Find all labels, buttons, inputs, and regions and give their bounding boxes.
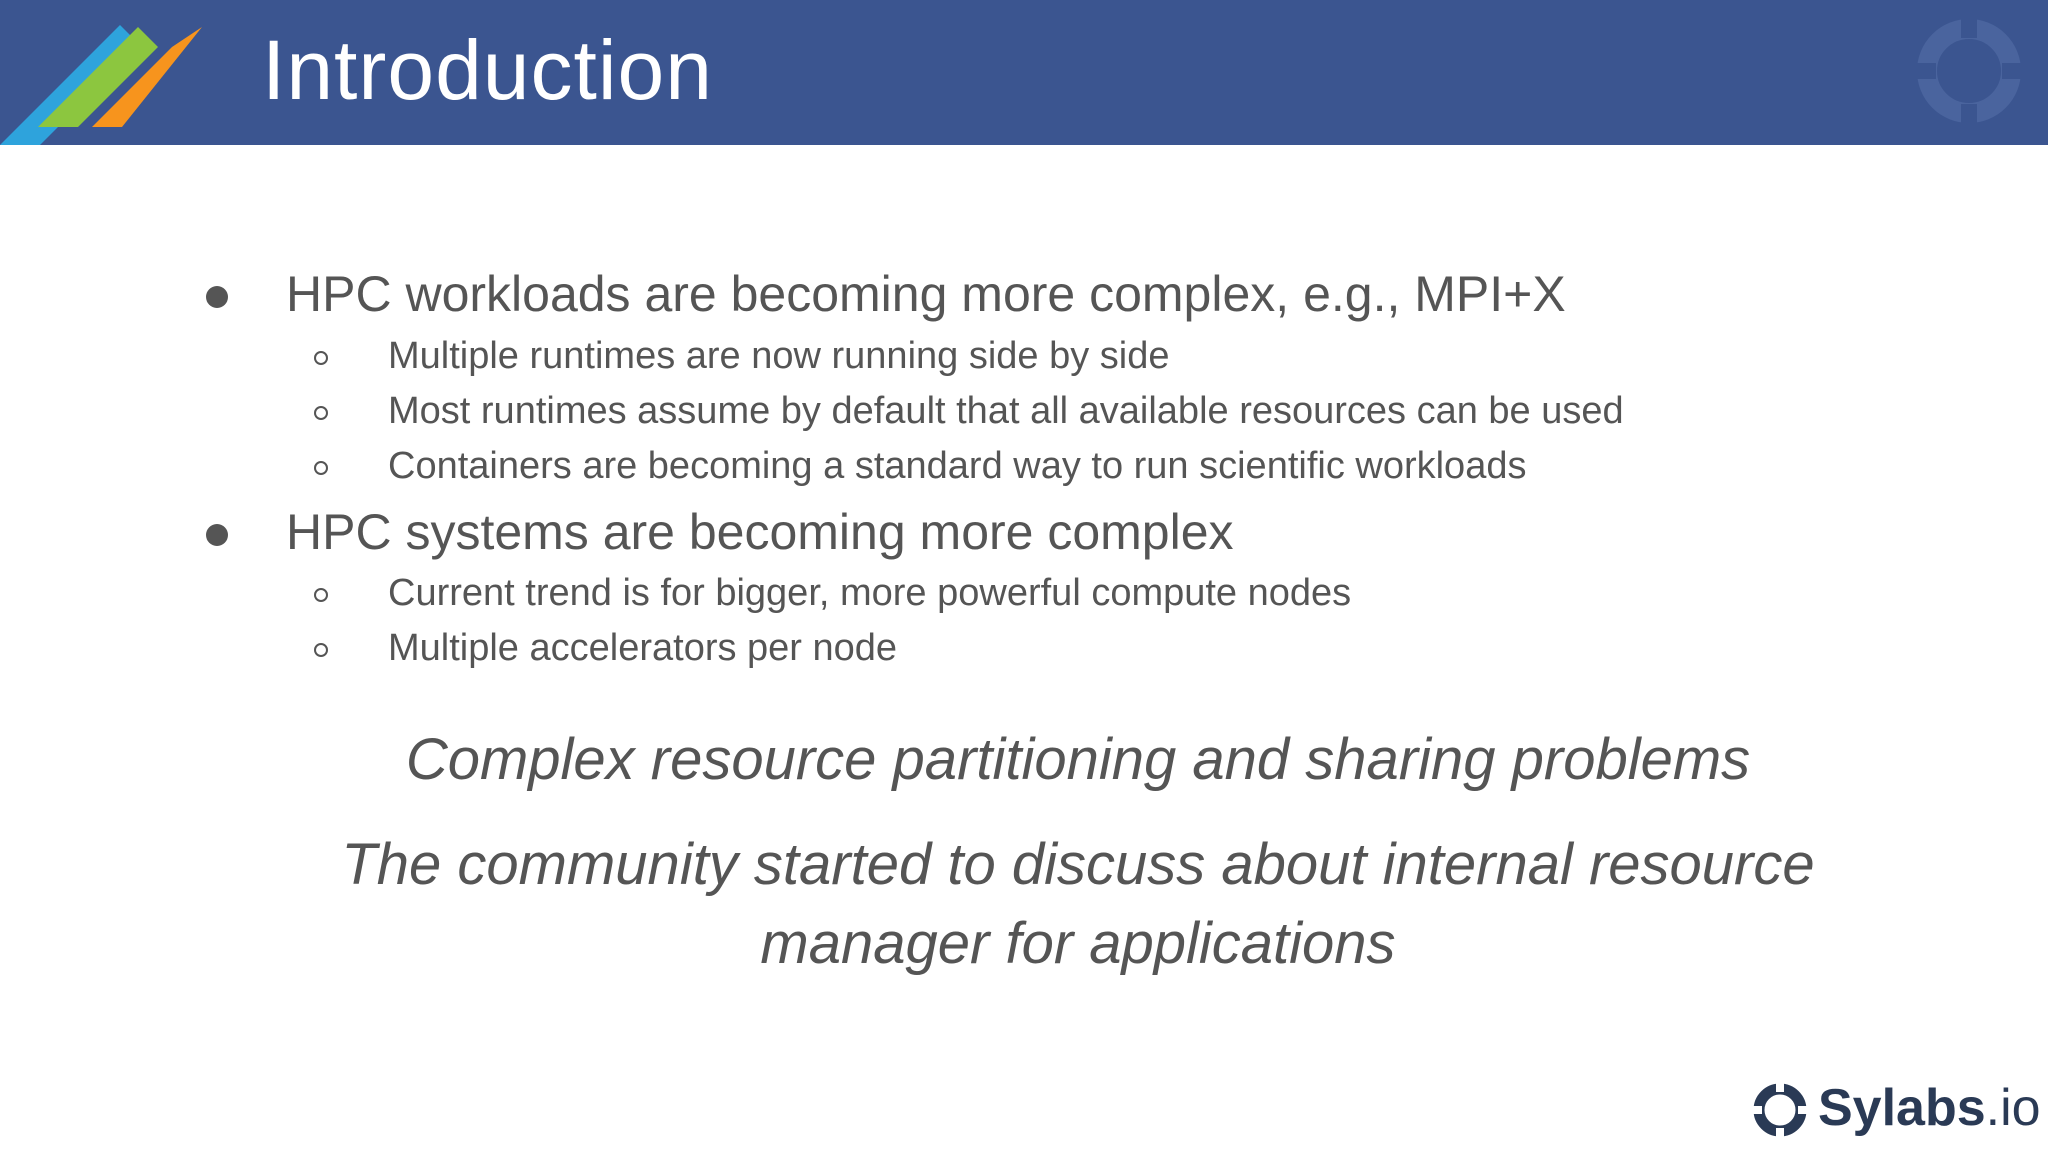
callout-line: The community started to discuss about internal resource <box>341 832 1815 897</box>
sylabs-logo-icon <box>1752 1082 1808 1138</box>
logo-wordmark <box>1818 1080 2041 1137</box>
sub-bullet-ring-icon <box>314 406 328 420</box>
sub-bullet-text: Containers are becoming a standard way to run scientific workloads <box>388 445 1527 487</box>
sub-bullet-ring-icon <box>314 351 328 365</box>
sub-bullet-ring-icon <box>314 461 328 475</box>
logo-name: Sylabs <box>1818 1079 1986 1137</box>
bullet-dot-icon <box>206 524 228 546</box>
sub-bullet-ring-icon <box>314 588 328 602</box>
bullet-text: HPC workloads are becoming more complex, e.g., MPI+X <box>286 266 1566 322</box>
sub-bullet-text: Most runtimes assume by default that all available resources can be used <box>388 390 1624 432</box>
slide-header <box>0 0 2048 145</box>
sylabs-watermark-icon <box>1914 16 2024 126</box>
bullet-dot-icon <box>206 286 228 308</box>
stripes-logo-icon <box>0 0 220 145</box>
slide-title: Introduction <box>262 23 713 117</box>
sylabs-logo <box>1748 1078 2048 1142</box>
callout-line: manager for applications <box>760 911 1396 976</box>
sub-bullet-text: Multiple runtimes are now running side by side <box>388 335 1170 377</box>
sub-bullet-ring-icon <box>314 643 328 657</box>
sub-bullet-text: Current trend is for bigger, more powerful compute nodes <box>388 572 1352 614</box>
bullet-text: HPC systems are becoming more complex <box>286 504 1234 560</box>
callout-line: Complex resource partitioning and sharing problems <box>405 727 1751 792</box>
logo-tld: .io <box>1985 1079 2041 1137</box>
sub-bullet-text: Multiple accelerators per node <box>388 627 898 669</box>
